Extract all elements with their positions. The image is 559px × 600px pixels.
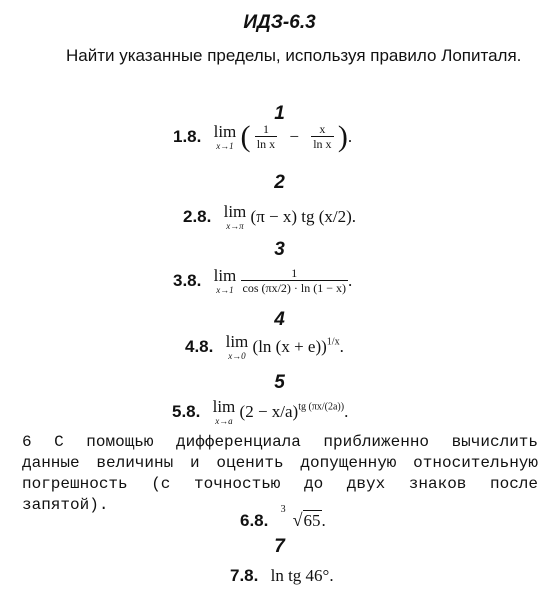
limit-operator: lim x→1 xyxy=(213,122,237,151)
section-number-7: 7 xyxy=(274,536,285,557)
problem-2-8 xyxy=(183,203,356,231)
radical-sign: √ xyxy=(292,510,303,530)
task-6-text: 6 С помощью дифференциала приближенно вычислить данные величины и оценить допущенную относительную погрешность (с точностью до двух знаков после запятой). xyxy=(22,433,538,514)
limit-exponent: 1/x xyxy=(326,336,340,348)
cube-root: 3 √65. xyxy=(280,504,326,530)
problem-1-8: 1.8. lim x→1 ( $\frac{1}{\text{ln x}}$ − $\frac{x}{\text{ln x}}$ ). xyxy=(173,120,353,153)
section-number-3: 3 xyxy=(274,239,285,260)
problem-label: 5.8. xyxy=(172,402,201,421)
root-index: 3 xyxy=(280,504,286,515)
problem-4-8: 4.8. lim x→0 (ln (x + e))$^{1/x}$. xyxy=(185,332,344,361)
section-number-2: 2 xyxy=(274,172,285,193)
fraction-1: $\frac{1}{\text{ln x}}$ xyxy=(256,122,276,151)
open-paren: ( xyxy=(240,120,251,153)
problem-label: 3.8. xyxy=(173,271,202,290)
section-number-1: 1 xyxy=(274,103,285,124)
problem-label: 2.8. xyxy=(183,207,212,226)
problem-label: 1.8. xyxy=(173,127,202,146)
expression: ln tg 46°. xyxy=(270,566,334,585)
limit-operator: lim x→1 xyxy=(213,266,237,295)
intro-text: Найти указанные пределы, используя правило Лопиталя. xyxy=(66,46,522,65)
section-number-5: 5 xyxy=(274,372,285,393)
close-paren: ) xyxy=(337,120,348,153)
radicand: 65 xyxy=(303,511,321,530)
problem-label: 6.8. xyxy=(240,511,269,530)
limit-operator: lim x→0 xyxy=(225,332,249,361)
section-number-4: 4 xyxy=(274,309,285,330)
limit-exponent: tg (πx/(2a)) xyxy=(298,401,345,413)
problem-6-8 xyxy=(240,504,326,531)
problem-5-8: 5.8. lim x→a $(2 - x/a)^{tg (\pi x/(2a))}$. xyxy=(172,397,349,426)
problem-3-8: 3.8. lim x→1 $\frac{1}{\cos (\pi x/2) \cdot \ln (1 - x)}$ . xyxy=(173,266,353,295)
page-title: ИДЗ-6.3 xyxy=(243,12,316,33)
minus-sign: − xyxy=(289,127,299,146)
problem-7-8 xyxy=(230,566,334,586)
fraction-2: $\frac{x}{\text{ln x}}$ xyxy=(313,122,332,151)
limit-operator: lim x→a xyxy=(212,397,236,426)
limit-expression: (π − x) tg (x/2). xyxy=(250,207,357,226)
limit-operator: lim x→π xyxy=(223,202,247,231)
fraction: $\frac{1}{\cos (\pi x/2) \cdot \ln (1 - x)}$ xyxy=(242,266,347,295)
problem-label: 7.8. xyxy=(230,566,259,585)
limit-base: (ln (x + e)) xyxy=(252,337,327,356)
problem-label: 4.8. xyxy=(185,337,214,356)
limit-base: (2 − x/a) xyxy=(239,402,299,421)
